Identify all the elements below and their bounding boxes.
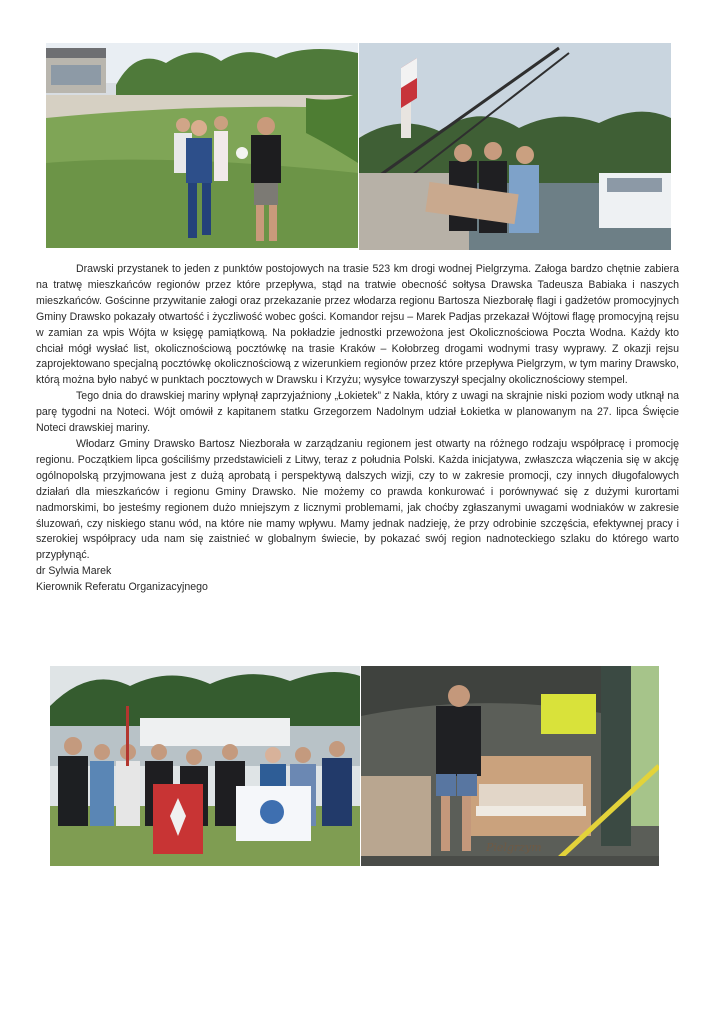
article-text — [36, 262, 679, 596]
photo-boat-banner — [359, 43, 671, 250]
signature-title: Kierownik Referatu Organizacyjnego — [36, 581, 208, 594]
paragraph-2: Tego dnia do drawskiej mariny wpłynął zaprzyjaźniony „Łokietek” z Nakła, który z uwagi na skrajnie niski poziom wody utknął na parę tygodni na Noteci. Wójt omówił z kapitanem statku Grzegorzem Nadolnym udział Łokietka w planowanym na 27. lipca Święcie Noteci drawskiej mariny. — [36, 390, 679, 435]
chest-label: Pielgrzym — [486, 841, 542, 854]
photo-greeting-on-grass — [46, 43, 358, 248]
paragraph-3: Włodarz Gminy Drawsko Bartosz Niezborała w zarządzaniu regionem jest otwarty na różnego rodzaju współpracę i promocję regionu. Początkiem lipca gościliśmy przedstawicieli z Litwy, teraz z południa Polski. Każda inicjatywa, zwłaszcza włączenia się w akcję ogólnopolską przyjmowana jest z dużą aprobatą i perspektywą dalszych wizji, czy to w zakresie promocji, czy innych długofalowych działań dla mieszkańców i regionu Gminy Drawsko. Nie możemy co prawda konkurować i porównywać się z dużymi kurortami nadmorskimi, bo jesteśmy regionem dużo mniejszym z licznymi problemami, jak choćby zgłaszanymi uwagami wodniaków w zakresie śluzowań, czy niskiego stanu wód, na które nie mamy wpływu. Mamy jednak nadzieję, że przy odrobinie szczęścia, efektywnej pracy i szerokiej współpracy uda nam się zaistnieć w globalnym świecie, by pokazać swój region nadnoteckiego szlaku do którego warto przypłynąć. — [36, 437, 679, 562]
paragraph-1: Drawski przystanek to jeden z punktów postojowych na trasie 523 km drogi wodnej Pielgrzyma. Załoga bardzo chętnie zabiera na tratwę mieszkańców regionów przez które przepływa, stąd na tratwie obecność sołtysa Drawska Tadeusza Babiaka i naszych mieszkańców. Gościnne przywitanie załogi oraz przekazanie przez włodarza regionu Bartosza Niezborałę flagi i gadżetów promocyjnych Gminy Drawsko pokazały otwartość i życzliwość wobec gości. Komandor rejsu – Marek Padjas przekazał Wójtowi flagę promocyjną rejsu w zamian za wpis Wójta w księgę pamiątkową. Na pokładzie jednostki przewożona jest Okolicznościowa Poczta Wodna. Każdy kto chciał mógł wysłać list, okolicznościową pocztówkę na trasie Kraków – Kołobrzeg drogami wodnymi trasy wyprawy. Z okazji rejsu zaprojektowano specjalną pocztówkę okolicznościową z wizerunkiem regionów przez które przepływa Pielgrzym, w tym mariny Drawsko, którą można było nabyć w punktach pocztowych w Drawsku i Krzyżu; wysyłce towarzyszył specjalny okolicznościowy stempel. — [36, 263, 679, 387]
photo-man-at-chest — [361, 666, 659, 866]
photo-group-with-flags — [50, 666, 360, 866]
signature-name: dr Sylwia Marek — [36, 565, 112, 578]
